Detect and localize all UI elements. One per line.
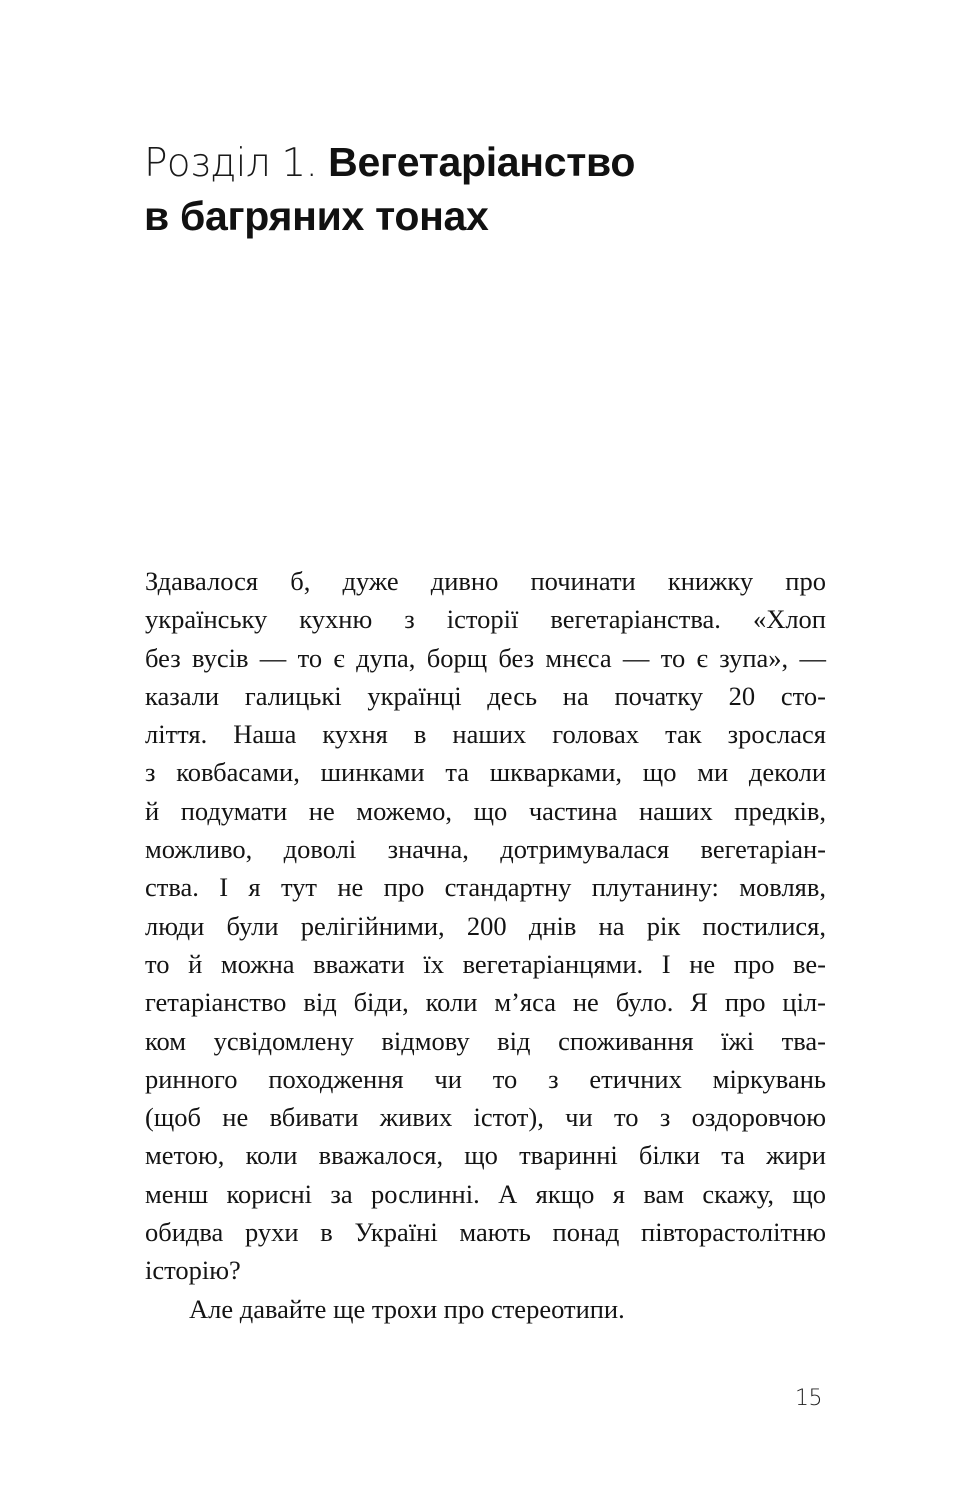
text-line: менш корисні за рослинні. А якщо я вам скажу, що xyxy=(145,1178,826,1209)
chapter-heading xyxy=(144,136,844,242)
text-line: Але давайте ще трохи про стереотипи. xyxy=(189,1293,625,1324)
text-line: (щоб не вбивати живих істот), чи то з оздоровчою xyxy=(145,1102,826,1133)
text-line: то й можна вважати їх вегетаріанцями. І не про ве- xyxy=(145,948,826,979)
text-line: казали галицькі українці десь на початку 20 сто- xyxy=(145,680,826,711)
text-line: історію? xyxy=(145,1255,241,1286)
text-line: ліття. Наша кухня в наших головах так зрослася xyxy=(145,719,826,750)
text-line: й подумати не можемо, що частина наших предків, xyxy=(145,795,826,826)
text-line: без вусів — то є дупа, борщ без мнєса — то є зупа», — xyxy=(145,642,826,673)
text-line: ринного походження чи то з етичних міркувань xyxy=(145,1063,826,1094)
body-text xyxy=(145,562,826,1328)
text-line: метою, коли вважалося, що тваринні білки та жири xyxy=(145,1140,826,1171)
chapter-label: Розділ 1. xyxy=(144,141,318,186)
text-line: люди були релігійними, 200 днів на рік постилися, xyxy=(145,910,826,941)
text-line: можливо, доволі значна, дотримувалася вегетаріан- xyxy=(145,834,826,865)
text-line: Здавалося б, дуже дивно починати книжку про xyxy=(145,566,826,596)
text-line: обидва рухи в Україні мають понад півторастолітню xyxy=(145,1217,826,1248)
paragraph-1 xyxy=(145,562,826,1290)
paragraph-2 xyxy=(145,1290,826,1328)
text-line: ком усвідомлену відмову від споживання їжі тва- xyxy=(145,1025,826,1056)
text-line: українську кухню з історії вегетаріанства. «Хлоп xyxy=(145,604,826,635)
chapter-title-line-1: Вегетаріанство xyxy=(328,139,636,185)
page-number: 15 xyxy=(795,1386,822,1411)
chapter-title-line-2: в багряних тонах xyxy=(144,193,489,239)
text-line: з ковбасами, шинками та шкварками, що ми деколи xyxy=(145,757,826,788)
text-line: гетаріанство від біди, коли м’яса не було. Я про ціл- xyxy=(145,987,826,1018)
text-line: ства. І я тут не про стандартну плутанину: мовляв, xyxy=(145,872,826,903)
